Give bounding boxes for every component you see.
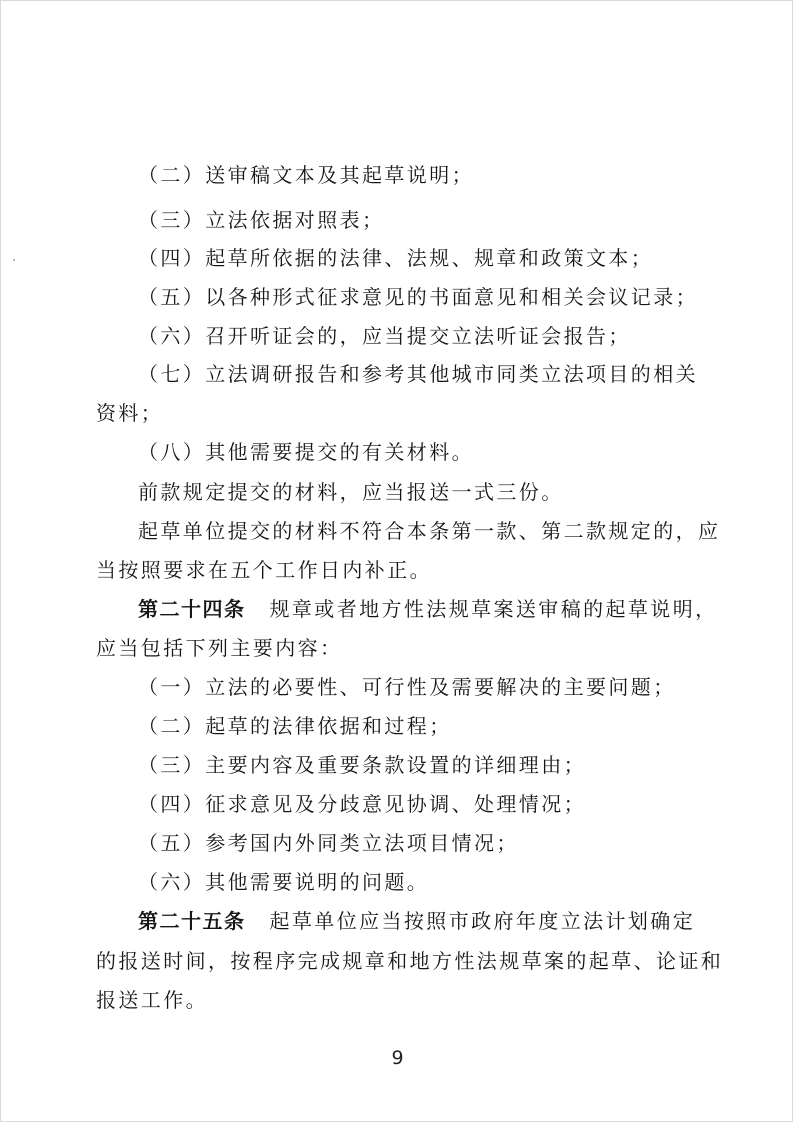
text-line: （三）立法依据对照表； bbox=[138, 208, 385, 232]
text-line: 报送工作。 bbox=[96, 988, 208, 1012]
text-line: （六）召开听证会的，应当提交立法听证会报告； bbox=[138, 324, 631, 348]
text-line: （七）立法调研报告和参考其他城市同类立法项目的相关 bbox=[138, 362, 698, 386]
text-line: （四）起草所依据的法律、法规、规章和政策文本； bbox=[138, 246, 654, 270]
text-line: （五）参考国内外同类立法项目情况； bbox=[138, 831, 519, 855]
text-line: （二）送审稿文本及其起草说明； bbox=[138, 163, 474, 187]
text-line: 的报送时间，按程序完成规章和地方性法规草案的起草、论证和 bbox=[96, 949, 724, 973]
article-24-text: 规章或者地方性法规草案送审稿的起草说明， bbox=[269, 597, 718, 621]
text-line: （六）其他需要说明的问题。 bbox=[138, 870, 430, 894]
text-line: 当按照要求在五个工作日内补正。 bbox=[96, 558, 432, 582]
article-25-text: 起草单位应当按照市政府年度立法计划确定 bbox=[269, 909, 696, 933]
page-number: 9 bbox=[391, 1047, 404, 1069]
text-line: （四）征求意见及分歧意见协调、处理情况； bbox=[138, 792, 586, 816]
article-25-heading: 第二十五条 bbox=[138, 909, 246, 933]
text-line: （三）主要内容及重要条款设置的详细理由； bbox=[138, 753, 586, 777]
text-line: 前款规定提交的材料，应当报送一式三份。 bbox=[138, 480, 564, 504]
text-line: 资料； bbox=[96, 401, 164, 425]
text-line: 起草单位提交的材料不符合本条第一款、第二款规定的，应 bbox=[138, 519, 721, 543]
article-24-heading: 第二十四条 bbox=[138, 597, 246, 621]
text-line: （八）其他需要提交的有关材料。 bbox=[138, 440, 474, 464]
text-line: 应当包括下列主要内容： bbox=[96, 636, 343, 660]
article-25-line bbox=[138, 908, 695, 934]
text-line: （一）立法的必要性、可行性及需要解决的主要问题； bbox=[138, 675, 676, 699]
text-line: （二）起草的法律依据和过程； bbox=[138, 714, 452, 738]
scan-artifact bbox=[13, 259, 15, 261]
article-24-line bbox=[138, 596, 718, 622]
text-line: （五）以各种形式征求意见的书面意见和相关会议记录； bbox=[138, 285, 698, 309]
